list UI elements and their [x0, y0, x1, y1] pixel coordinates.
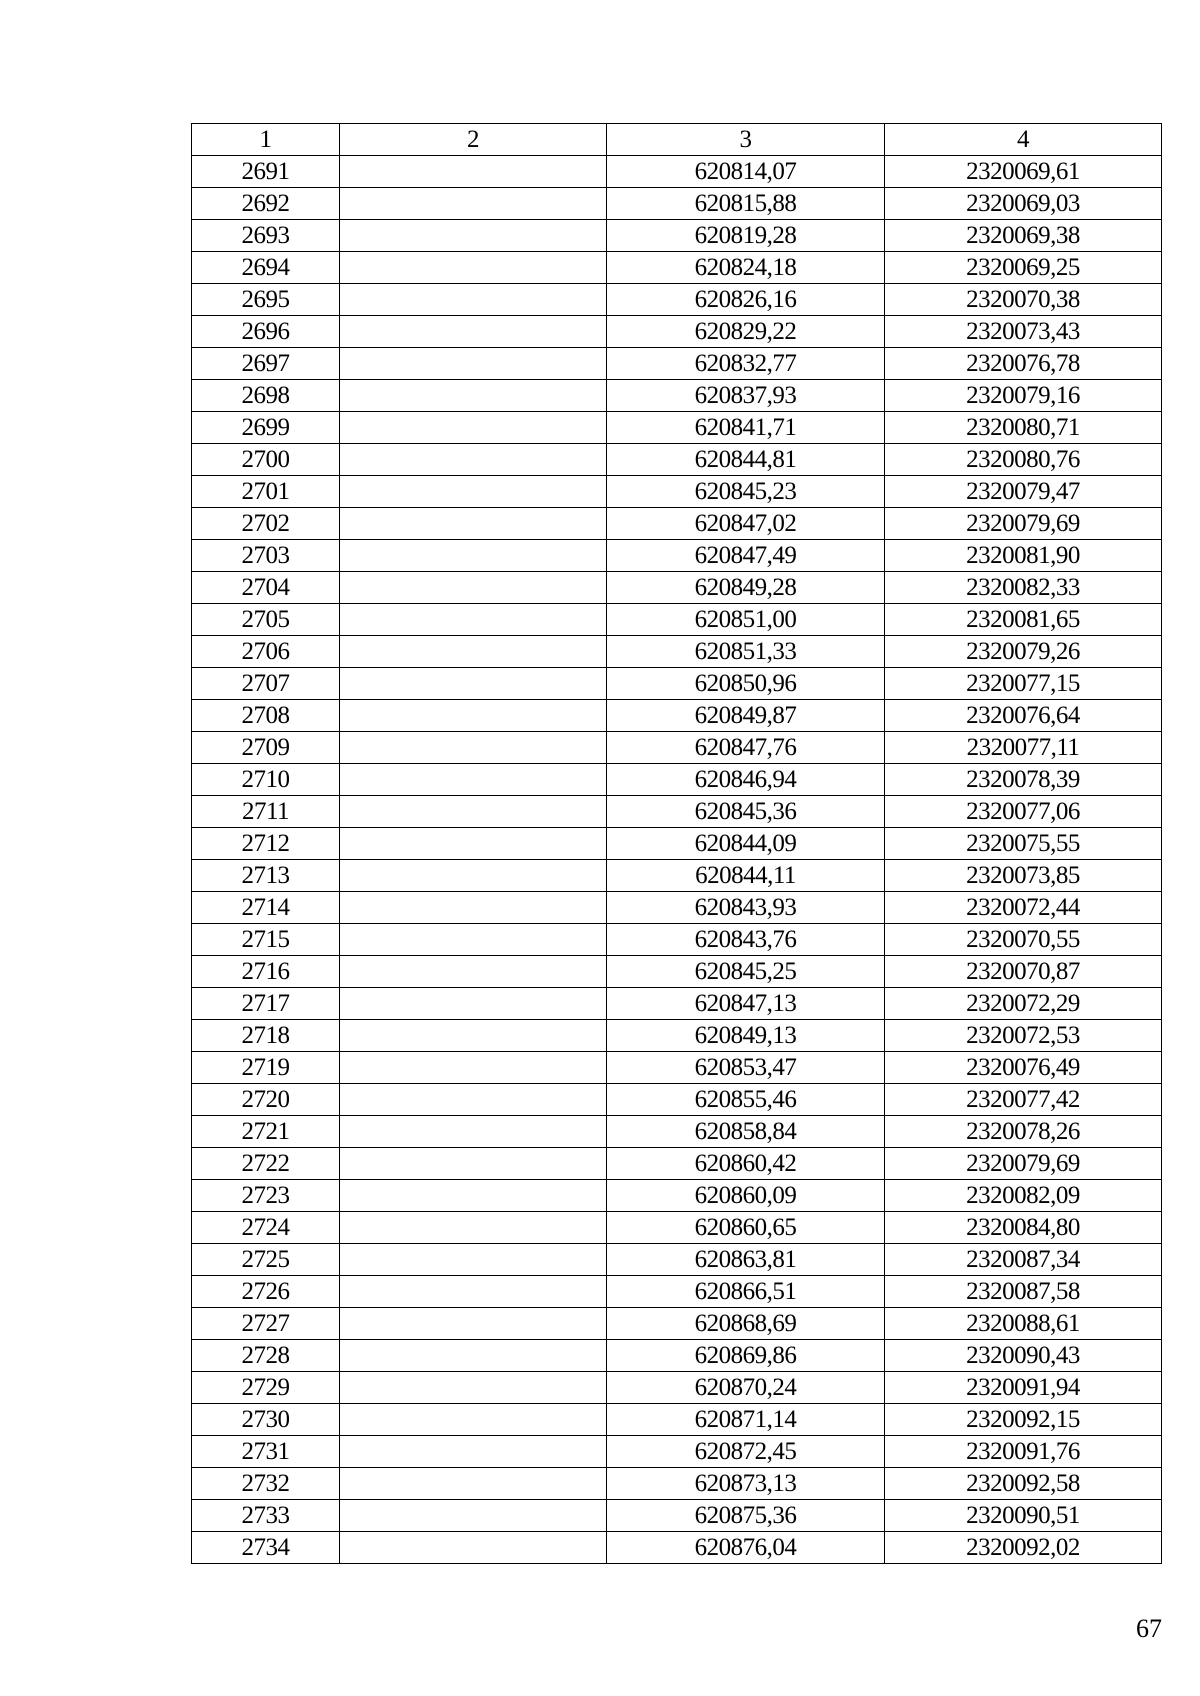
x-coordinate-cell: 620819,28 — [607, 220, 885, 252]
description-cell — [340, 1404, 607, 1436]
table-row — [192, 924, 1162, 956]
y-coordinate-cell: 2320069,03 — [885, 188, 1162, 220]
x-coordinate-cell: 620845,23 — [607, 476, 885, 508]
y-coordinate-cell: 2320090,51 — [885, 1500, 1162, 1532]
point-number-cell: 2728 — [192, 1340, 340, 1372]
x-coordinate-cell: 620845,36 — [607, 796, 885, 828]
point-number-cell: 2708 — [192, 700, 340, 732]
table-row — [192, 1468, 1162, 1500]
y-coordinate-cell: 2320079,16 — [885, 380, 1162, 412]
y-coordinate-cell: 2320092,58 — [885, 1468, 1162, 1500]
column-header-2: 2 — [340, 124, 607, 156]
y-coordinate-cell: 2320084,80 — [885, 1212, 1162, 1244]
point-number-cell: 2725 — [192, 1244, 340, 1276]
y-coordinate-cell: 2320077,15 — [885, 668, 1162, 700]
description-cell — [340, 604, 607, 636]
description-cell — [340, 1340, 607, 1372]
point-number-cell: 2694 — [192, 252, 340, 284]
table-row — [192, 1020, 1162, 1052]
x-coordinate-cell: 620837,93 — [607, 380, 885, 412]
page-number: 67 — [1136, 1614, 1162, 1643]
y-coordinate-cell: 2320081,90 — [885, 540, 1162, 572]
description-cell — [340, 764, 607, 796]
x-coordinate-cell: 620868,69 — [607, 1308, 885, 1340]
point-number-cell: 2723 — [192, 1180, 340, 1212]
x-coordinate-cell: 620847,49 — [607, 540, 885, 572]
table-row — [192, 348, 1162, 380]
y-coordinate-cell: 2320072,53 — [885, 1020, 1162, 1052]
description-cell — [340, 412, 607, 444]
description-cell — [340, 924, 607, 956]
table-row — [192, 316, 1162, 348]
description-cell — [340, 988, 607, 1020]
x-coordinate-cell: 620849,13 — [607, 1020, 885, 1052]
description-cell — [340, 796, 607, 828]
description-cell — [340, 892, 607, 924]
y-coordinate-cell: 2320092,15 — [885, 1404, 1162, 1436]
x-coordinate-cell: 620847,02 — [607, 508, 885, 540]
point-number-cell: 2727 — [192, 1308, 340, 1340]
x-coordinate-cell: 620826,16 — [607, 284, 885, 316]
coordinates-table — [191, 123, 1162, 1564]
description-cell — [340, 540, 607, 572]
column-header-3: 3 — [607, 124, 885, 156]
y-coordinate-cell: 2320078,39 — [885, 764, 1162, 796]
table-row — [192, 796, 1162, 828]
x-coordinate-cell: 620873,13 — [607, 1468, 885, 1500]
y-coordinate-cell: 2320076,64 — [885, 700, 1162, 732]
description-cell — [340, 668, 607, 700]
x-coordinate-cell: 620851,00 — [607, 604, 885, 636]
x-coordinate-cell: 620849,87 — [607, 700, 885, 732]
x-coordinate-cell: 620850,96 — [607, 668, 885, 700]
x-coordinate-cell: 620875,36 — [607, 1500, 885, 1532]
description-cell — [340, 860, 607, 892]
x-coordinate-cell: 620871,14 — [607, 1404, 885, 1436]
y-coordinate-cell: 2320069,25 — [885, 252, 1162, 284]
point-number-cell: 2691 — [192, 156, 340, 188]
point-number-cell: 2706 — [192, 636, 340, 668]
point-number-cell: 2717 — [192, 988, 340, 1020]
y-coordinate-cell: 2320082,09 — [885, 1180, 1162, 1212]
point-number-cell: 2721 — [192, 1116, 340, 1148]
x-coordinate-cell: 620853,47 — [607, 1052, 885, 1084]
point-number-cell: 2711 — [192, 796, 340, 828]
description-cell — [340, 700, 607, 732]
table-row — [192, 508, 1162, 540]
x-coordinate-cell: 620844,11 — [607, 860, 885, 892]
x-coordinate-cell: 620860,09 — [607, 1180, 885, 1212]
table-row — [192, 668, 1162, 700]
y-coordinate-cell: 2320078,26 — [885, 1116, 1162, 1148]
x-coordinate-cell: 620858,84 — [607, 1116, 885, 1148]
y-coordinate-cell: 2320069,61 — [885, 156, 1162, 188]
description-cell — [340, 1116, 607, 1148]
description-cell — [340, 380, 607, 412]
y-coordinate-cell: 2320077,11 — [885, 732, 1162, 764]
x-coordinate-cell: 620849,28 — [607, 572, 885, 604]
description-cell — [340, 828, 607, 860]
point-number-cell: 2712 — [192, 828, 340, 860]
table-row — [192, 1244, 1162, 1276]
y-coordinate-cell: 2320088,61 — [885, 1308, 1162, 1340]
description-cell — [340, 444, 607, 476]
point-number-cell: 2710 — [192, 764, 340, 796]
table-row — [192, 988, 1162, 1020]
table-row — [192, 604, 1162, 636]
y-coordinate-cell: 2320079,69 — [885, 1148, 1162, 1180]
x-coordinate-cell: 620814,07 — [607, 156, 885, 188]
point-number-cell: 2718 — [192, 1020, 340, 1052]
table-row — [192, 1148, 1162, 1180]
x-coordinate-cell: 620829,22 — [607, 316, 885, 348]
point-number-cell: 2722 — [192, 1148, 340, 1180]
description-cell — [340, 1244, 607, 1276]
x-coordinate-cell: 620832,77 — [607, 348, 885, 380]
x-coordinate-cell: 620855,46 — [607, 1084, 885, 1116]
table-row — [192, 572, 1162, 604]
point-number-cell: 2734 — [192, 1532, 340, 1564]
x-coordinate-cell: 620844,09 — [607, 828, 885, 860]
description-cell — [340, 1148, 607, 1180]
x-coordinate-cell: 620843,76 — [607, 924, 885, 956]
x-coordinate-cell: 620851,33 — [607, 636, 885, 668]
description-cell — [340, 316, 607, 348]
y-coordinate-cell: 2320070,87 — [885, 956, 1162, 988]
table-row — [192, 732, 1162, 764]
y-coordinate-cell: 2320091,94 — [885, 1372, 1162, 1404]
point-number-cell: 2724 — [192, 1212, 340, 1244]
column-header-4: 4 — [885, 124, 1162, 156]
x-coordinate-cell: 620872,45 — [607, 1436, 885, 1468]
point-number-cell: 2732 — [192, 1468, 340, 1500]
point-number-cell: 2714 — [192, 892, 340, 924]
description-cell — [340, 1180, 607, 1212]
description-cell — [340, 1276, 607, 1308]
point-number-cell: 2701 — [192, 476, 340, 508]
table-row — [192, 1372, 1162, 1404]
table-row — [192, 412, 1162, 444]
x-coordinate-cell: 620847,13 — [607, 988, 885, 1020]
table-row — [192, 1500, 1162, 1532]
table-row — [192, 764, 1162, 796]
point-number-cell: 2692 — [192, 188, 340, 220]
description-cell — [340, 956, 607, 988]
point-number-cell: 2707 — [192, 668, 340, 700]
description-cell — [340, 188, 607, 220]
description-cell — [340, 732, 607, 764]
table-row — [192, 1436, 1162, 1468]
point-number-cell: 2697 — [192, 348, 340, 380]
point-number-cell: 2705 — [192, 604, 340, 636]
y-coordinate-cell: 2320073,85 — [885, 860, 1162, 892]
description-cell — [340, 156, 607, 188]
description-cell — [340, 1436, 607, 1468]
x-coordinate-cell: 620841,71 — [607, 412, 885, 444]
description-cell — [340, 476, 607, 508]
description-cell — [340, 1052, 607, 1084]
table-row — [192, 700, 1162, 732]
table-row — [192, 892, 1162, 924]
table-row — [192, 284, 1162, 316]
point-number-cell: 2730 — [192, 1404, 340, 1436]
point-number-cell: 2700 — [192, 444, 340, 476]
y-coordinate-cell: 2320079,26 — [885, 636, 1162, 668]
y-coordinate-cell: 2320087,34 — [885, 1244, 1162, 1276]
point-number-cell: 2696 — [192, 316, 340, 348]
table-row — [192, 444, 1162, 476]
y-coordinate-cell: 2320079,47 — [885, 476, 1162, 508]
table-row — [192, 956, 1162, 988]
x-coordinate-cell: 620824,18 — [607, 252, 885, 284]
y-coordinate-cell: 2320070,38 — [885, 284, 1162, 316]
description-cell — [340, 220, 607, 252]
point-number-cell: 2699 — [192, 412, 340, 444]
table-row — [192, 1276, 1162, 1308]
y-coordinate-cell: 2320090,43 — [885, 1340, 1162, 1372]
table-row — [192, 220, 1162, 252]
x-coordinate-cell: 620845,25 — [607, 956, 885, 988]
table-row — [192, 1052, 1162, 1084]
y-coordinate-cell: 2320080,76 — [885, 444, 1162, 476]
y-coordinate-cell: 2320079,69 — [885, 508, 1162, 540]
table-row — [192, 1532, 1162, 1564]
point-number-cell: 2703 — [192, 540, 340, 572]
table-row — [192, 252, 1162, 284]
description-cell — [340, 1308, 607, 1340]
y-coordinate-cell: 2320077,42 — [885, 1084, 1162, 1116]
table-row — [192, 828, 1162, 860]
x-coordinate-cell: 620860,65 — [607, 1212, 885, 1244]
table-row — [192, 1404, 1162, 1436]
y-coordinate-cell: 2320073,43 — [885, 316, 1162, 348]
x-coordinate-cell: 620860,42 — [607, 1148, 885, 1180]
description-cell — [340, 1084, 607, 1116]
description-cell — [340, 572, 607, 604]
description-cell — [340, 508, 607, 540]
table-row — [192, 476, 1162, 508]
point-number-cell: 2733 — [192, 1500, 340, 1532]
description-cell — [340, 636, 607, 668]
description-cell — [340, 1372, 607, 1404]
table-header-row — [192, 124, 1162, 156]
x-coordinate-cell: 620844,81 — [607, 444, 885, 476]
x-coordinate-cell: 620863,81 — [607, 1244, 885, 1276]
description-cell — [340, 252, 607, 284]
point-number-cell: 2702 — [192, 508, 340, 540]
description-cell — [340, 348, 607, 380]
table-row — [192, 860, 1162, 892]
y-coordinate-cell: 2320081,65 — [885, 604, 1162, 636]
table-row — [192, 156, 1162, 188]
description-cell — [340, 284, 607, 316]
y-coordinate-cell: 2320069,38 — [885, 220, 1162, 252]
point-number-cell: 2709 — [192, 732, 340, 764]
y-coordinate-cell: 2320075,55 — [885, 828, 1162, 860]
point-number-cell: 2715 — [192, 924, 340, 956]
description-cell — [340, 1468, 607, 1500]
point-number-cell: 2695 — [192, 284, 340, 316]
x-coordinate-cell: 620876,04 — [607, 1532, 885, 1564]
table-body — [192, 156, 1162, 1564]
table-row — [192, 1084, 1162, 1116]
x-coordinate-cell: 620846,94 — [607, 764, 885, 796]
y-coordinate-cell: 2320092,02 — [885, 1532, 1162, 1564]
x-coordinate-cell: 620847,76 — [607, 732, 885, 764]
y-coordinate-cell: 2320080,71 — [885, 412, 1162, 444]
table-row — [192, 1212, 1162, 1244]
point-number-cell: 2704 — [192, 572, 340, 604]
y-coordinate-cell: 2320077,06 — [885, 796, 1162, 828]
point-number-cell: 2693 — [192, 220, 340, 252]
table-row — [192, 1308, 1162, 1340]
table-row — [192, 1340, 1162, 1372]
y-coordinate-cell: 2320076,78 — [885, 348, 1162, 380]
x-coordinate-cell: 620843,93 — [607, 892, 885, 924]
table-row — [192, 380, 1162, 412]
y-coordinate-cell: 2320076,49 — [885, 1052, 1162, 1084]
y-coordinate-cell: 2320072,44 — [885, 892, 1162, 924]
x-coordinate-cell: 620866,51 — [607, 1276, 885, 1308]
point-number-cell: 2726 — [192, 1276, 340, 1308]
point-number-cell: 2719 — [192, 1052, 340, 1084]
description-cell — [340, 1532, 607, 1564]
y-coordinate-cell: 2320087,58 — [885, 1276, 1162, 1308]
description-cell — [340, 1500, 607, 1532]
y-coordinate-cell: 2320082,33 — [885, 572, 1162, 604]
x-coordinate-cell: 620869,86 — [607, 1340, 885, 1372]
description-cell — [340, 1020, 607, 1052]
point-number-cell: 2698 — [192, 380, 340, 412]
column-header-1: 1 — [192, 124, 340, 156]
description-cell — [340, 1212, 607, 1244]
x-coordinate-cell: 620870,24 — [607, 1372, 885, 1404]
table-row — [192, 188, 1162, 220]
point-number-cell: 2720 — [192, 1084, 340, 1116]
table-row — [192, 1180, 1162, 1212]
table-row — [192, 636, 1162, 668]
y-coordinate-cell: 2320091,76 — [885, 1436, 1162, 1468]
table-row — [192, 1116, 1162, 1148]
table-row — [192, 540, 1162, 572]
point-number-cell: 2716 — [192, 956, 340, 988]
point-number-cell: 2713 — [192, 860, 340, 892]
point-number-cell: 2729 — [192, 1372, 340, 1404]
y-coordinate-cell: 2320070,55 — [885, 924, 1162, 956]
y-coordinate-cell: 2320072,29 — [885, 988, 1162, 1020]
x-coordinate-cell: 620815,88 — [607, 188, 885, 220]
point-number-cell: 2731 — [192, 1436, 340, 1468]
